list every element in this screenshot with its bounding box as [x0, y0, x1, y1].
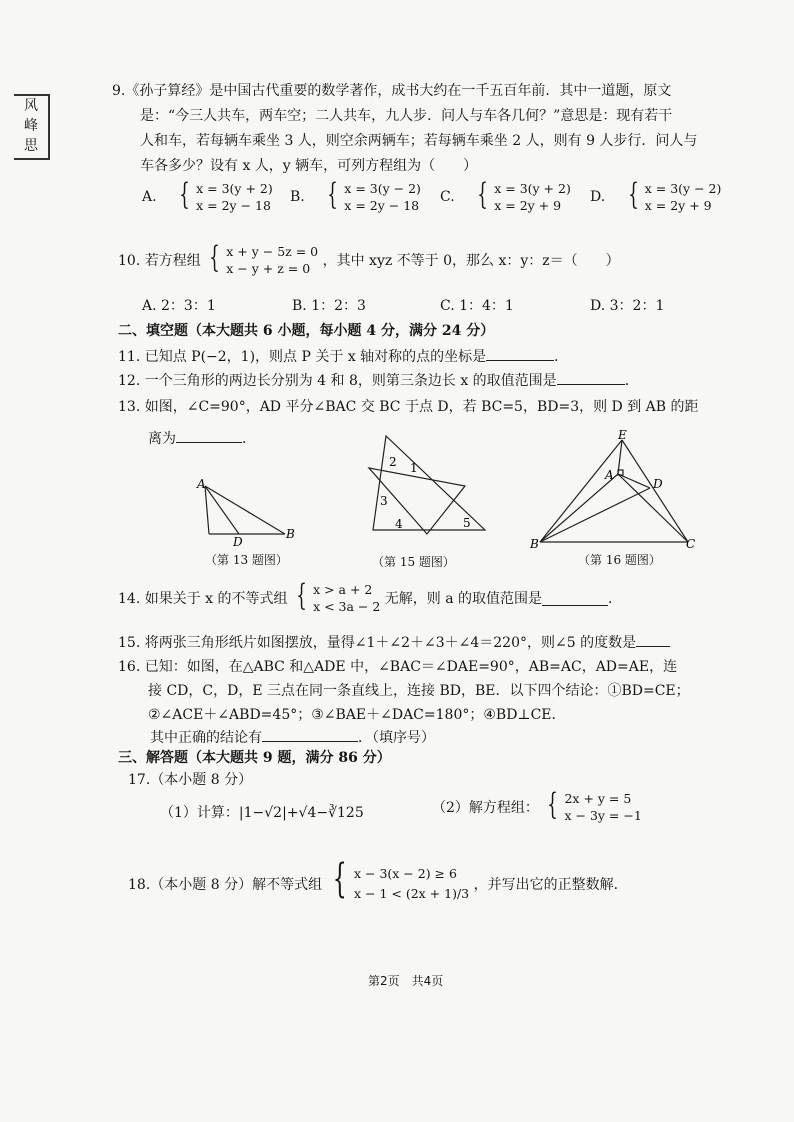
- q11-text: 11. 已知点 P(−2，1)，则点 P 关于 x 轴对称的点的坐标是: [118, 349, 487, 365]
- equation: x = 2y + 9: [494, 198, 562, 213]
- point-label: B: [286, 527, 295, 541]
- segment-bd: [540, 488, 650, 542]
- equation: x = 2y − 18: [344, 198, 420, 213]
- equation: x = 3(y + 2): [494, 181, 571, 196]
- angle-label: 5: [463, 516, 471, 530]
- stamp-char: 峰: [24, 118, 38, 134]
- equation: x = 3(y + 2): [196, 181, 273, 196]
- equation: x + y − 5z = 0: [226, 244, 319, 259]
- stamp-char: 思: [24, 138, 38, 154]
- point-label: C: [686, 537, 696, 548]
- q17-part2: （2）解方程组： { 2x + y = 5 x − 3y = −1: [432, 787, 642, 823]
- q10-option-c: C. 1：4：1: [440, 298, 514, 314]
- segment-ac: [205, 486, 209, 534]
- equation: x − y + z = 0: [226, 261, 311, 276]
- q11: 11. 已知点 P(−2，1)，则点 P 关于 x 轴对称的点的坐标是 ．: [118, 346, 568, 366]
- q9-option-b: B. { x = 3(y − 2) x = 2y − 18: [290, 177, 421, 213]
- equation: x = 3(y − 2): [644, 181, 722, 196]
- point-label: D: [233, 535, 243, 546]
- q9-line2: 是：“今三人共车，两车空；二人共车，九人步．问人与车各几何？”意思是：现有若干: [140, 108, 673, 124]
- point-label: E: [618, 430, 627, 442]
- answer-blank: [542, 591, 608, 606]
- angle-label: 2: [389, 455, 397, 469]
- segment-ad: [205, 486, 239, 534]
- q16-line4: [150, 727, 435, 747]
- q10-option-d: D. 3：2：1: [590, 298, 665, 314]
- answer-blank: [636, 632, 670, 647]
- q10-suffix: ，其中 xyz 不等于 0，那么 x：y：z＝（ ）: [322, 253, 620, 269]
- q13-text: 离为: [148, 431, 176, 447]
- q10-prefix: 10. 若方程组: [118, 253, 201, 269]
- point-label: B: [530, 537, 539, 548]
- q10-option-b: B. 1：2：3: [292, 298, 366, 314]
- q15: [118, 632, 670, 652]
- point-label: A: [605, 468, 614, 482]
- equation: x = 2y − 18: [196, 198, 271, 213]
- q15-text: 15. 将两张三角形纸片如图摆放，量得∠1＋∠2＋∠3＋∠4＝220°，则∠5 的度数是: [118, 635, 637, 651]
- inequality: x − 1 < (2x + 1)/3: [353, 886, 470, 901]
- figure-13-caption: （第 13 题图）: [205, 553, 288, 567]
- section-heading: 二、填空题（本大题共 6 小题，每小题 4 分，满分 24 分）: [118, 323, 495, 339]
- answer-blank: [557, 370, 625, 385]
- figure-16-caption: （第 16 题图）: [578, 553, 661, 567]
- q16-line2: 接 CD，C，D，E 三点在同一条直线上，连接 BD，BE．以下四个结论：①BD=CE；: [148, 683, 690, 699]
- figure-15: [365, 432, 495, 540]
- option-label: A.: [142, 189, 157, 205]
- angle-label: 4: [395, 517, 403, 531]
- q14: 14. 如果关于 x 的不等式组 { x > a + 2 x < 3a − 2 无解，则 a 的取值范围是 ．: [118, 578, 623, 614]
- q16-line3: ②∠ACE＋∠ABD=45°；③∠BAE＋∠DAC=180°；④BD⊥CE．: [148, 707, 566, 723]
- inequality: x > a + 2: [313, 582, 373, 597]
- inequality: x < 3a − 2: [313, 599, 381, 614]
- angle-label: 1: [410, 461, 418, 475]
- segment-ba: [540, 474, 618, 542]
- q9-option-d: D. { x = 3(y − 2) x = 2y + 9: [590, 177, 722, 213]
- side-stamp: [14, 94, 50, 160]
- angle-label: 3: [380, 494, 388, 508]
- segment-ec: [622, 440, 688, 542]
- q18-prefix: 18.（本小题 8 分）解不等式组: [128, 877, 323, 893]
- segment-be: [540, 440, 622, 542]
- figure-15-caption: （第 15 题图）: [372, 555, 455, 569]
- q17-part2-prefix: （2）解方程组：: [432, 800, 539, 816]
- q9-option-a: A. { x = 3(y + 2) x = 2y − 18: [142, 177, 273, 213]
- answer-blank: [262, 727, 358, 742]
- q17-part1: （1）计算：|1−√2|+√4−∛125: [160, 805, 364, 821]
- answer-blank: [176, 428, 242, 443]
- equation: x = 3(y − 2): [344, 181, 421, 196]
- answer-blank: [486, 346, 554, 361]
- point-label: D: [653, 477, 663, 491]
- q16-line4-prefix: 其中正确的结论有: [150, 730, 262, 746]
- figure-13: [195, 476, 305, 546]
- q10-option-a: A. 2：3：1: [142, 298, 216, 314]
- q17-title: 17.（本小题 8 分）: [128, 772, 253, 788]
- q12-text: 12. 一个三角形的两边长分别为 4 和 8，则第三条边长 x 的取值范围是: [118, 373, 557, 389]
- option-label: B.: [290, 189, 305, 205]
- option-label: D.: [590, 189, 606, 205]
- equation: x = 2y + 9: [644, 198, 712, 213]
- q14-suffix: 无解，则 a 的取值范围是: [384, 591, 543, 607]
- option-label: C.: [440, 189, 455, 205]
- equation: 2x + y = 5: [564, 791, 632, 806]
- q18-suffix: ，并写出它的正整数解．: [473, 877, 628, 893]
- q9-line4: 车各多少？设有 x 人，y 辆车，可列方程组为（ ）: [140, 158, 478, 174]
- q9-line3: 人和车，若每辆车乘坐 3 人，则空余两辆车；若每辆车乘坐 2 人，则有 9 人步行．问人与: [140, 133, 698, 149]
- q10: 10. 若方程组 { x + y − 5z = 0 x − y + z = 0 ，其中 xyz 不等于 0，那么 x：y：z＝（ ）: [118, 240, 620, 276]
- figure-16: [530, 430, 700, 548]
- q16-line1: 16. 已知：如图，在△ABC 和△ADE 中，∠BAC＝∠DAE=90°，AB=AC，AD=AE，连: [118, 659, 678, 675]
- q13-line1: 13. 如图，∠C=90°，AD 平分∠BAC 交 BC 于点 D，若 BC=5，BD=3，则 D 到 AB 的距: [118, 399, 699, 415]
- q13-line2: 离为 ．: [148, 428, 256, 448]
- point-label: A: [197, 477, 206, 491]
- q9-option-c: C. { x = 3(y + 2) x = 2y + 9: [440, 177, 571, 213]
- q14-prefix: 14. 如果关于 x 的不等式组: [118, 591, 288, 607]
- q18: 18.（本小题 8 分）解不等式组 { x − 3(x − 2) ≥ 6 x − 1 < (2x + 1)/3 ，并写出它的正整数解．: [128, 856, 628, 902]
- equation: x − 3y = −1: [564, 808, 642, 823]
- segment-ab: [205, 486, 285, 534]
- stamp-char: 风: [24, 98, 38, 114]
- inequality: x − 3(x − 2) ≥ 6: [353, 866, 457, 881]
- q9-line1: 9.《孙子算经》是中国古代重要的数学著作，成书大约在一千五百年前．其中一道题，原文: [112, 83, 672, 99]
- page-footer: 第2页 共4页: [368, 974, 444, 988]
- section-heading: 三、解答题（本大题共 9 题，满分 86 分）: [118, 750, 391, 766]
- q16-line4-suffix: ．（填序号）: [358, 730, 435, 746]
- q12: 12. 一个三角形的两边长分别为 4 和 8，则第三条边长 x 的取值范围是 ．: [118, 370, 639, 390]
